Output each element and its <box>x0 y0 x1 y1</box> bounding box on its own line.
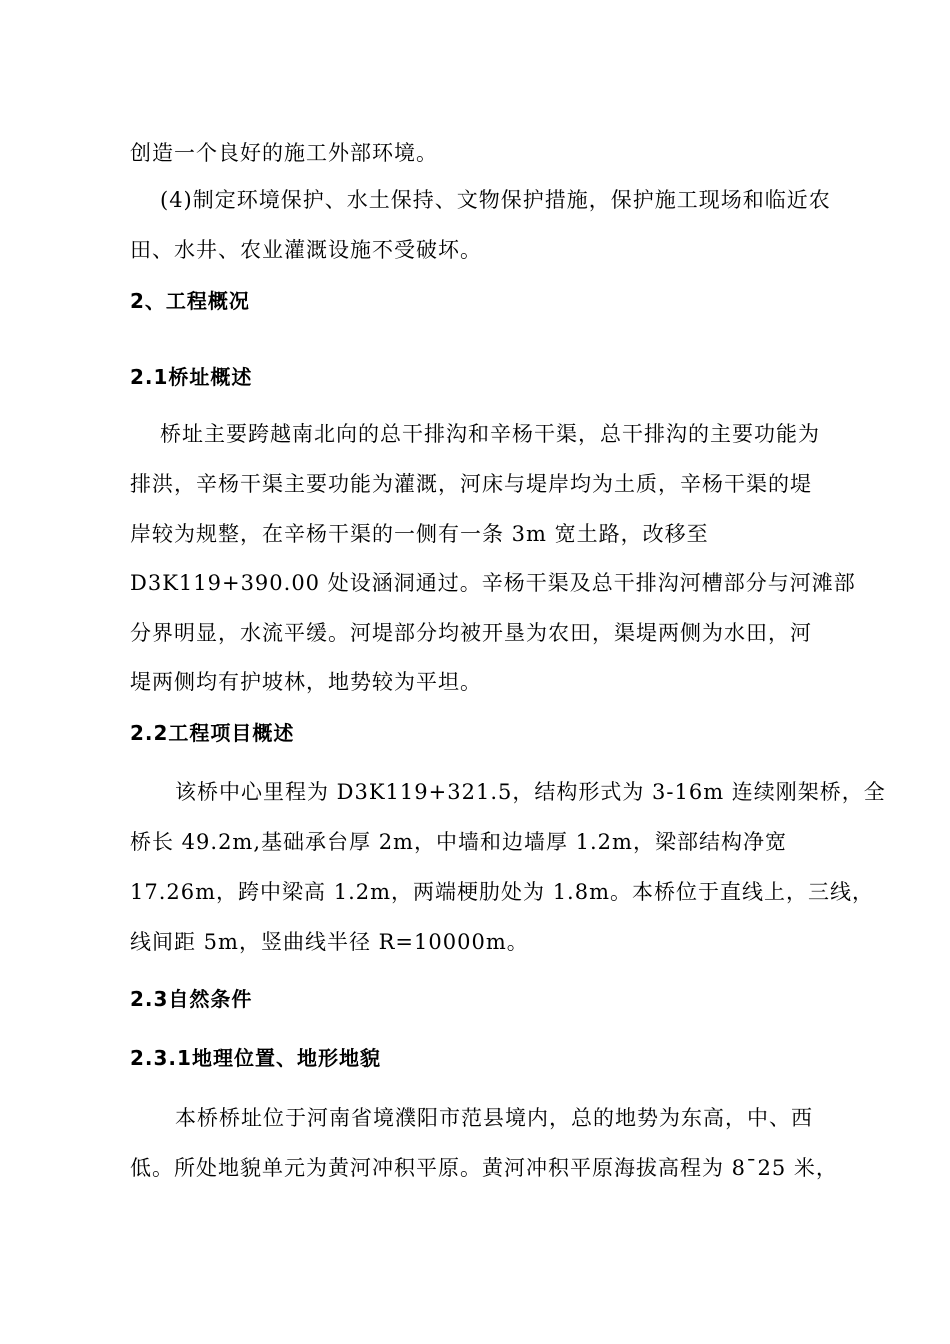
paragraph-line: 该桥中心里程为 D3K119+321.5，结构形式为 3-16m 连续刚架桥，全 <box>175 780 886 804</box>
paragraph-line: 低。所处地貌单元为黄河冲积平原。黄河冲积平原海拔高程为 8¯25 米， <box>130 1156 838 1180</box>
paragraph-line: 堤两侧均有护坡林，地势较为平坦。 <box>130 670 482 694</box>
paragraph-line: 线间距 5m，竖曲线半径 R=10000m。 <box>130 930 529 954</box>
section-heading: 2.3自然条件 <box>130 987 253 1011</box>
section-heading: 2.2工程项目概述 <box>130 721 295 745</box>
section-heading: 2、工程概况 <box>130 289 250 313</box>
paragraph-line: 创造一个良好的施工外部环境。 <box>130 141 438 165</box>
paragraph-line: 本桥桥址位于河南省境濮阳市范县境内，总的地势为东高，中、西 <box>175 1106 813 1130</box>
paragraph-line: 桥址主要跨越南北向的总干排沟和辛杨干渠，总干排沟的主要功能为 <box>160 422 820 446</box>
section-heading: 2.3.1地理位置、地形地貌 <box>130 1046 381 1070</box>
paragraph-line: 17.26m，跨中梁高 1.2m，两端梗肋处为 1.8m。本桥位于直线上，三线， <box>130 880 875 904</box>
section-heading: 2.1桥址概述 <box>130 365 253 389</box>
paragraph-line: 田、水井、农业灌溉设施不受破坏。 <box>130 238 482 262</box>
paragraph-line: 排洪，辛杨干渠主要功能为灌溉，河床与堤岸均为土质，辛杨干渠的堤 <box>130 472 812 496</box>
paragraph-line: 岸较为规整，在辛杨干渠的一侧有一条 3m 宽土路，改移至 <box>130 522 709 546</box>
paragraph-line: D3K119+390.00 处设涵洞通过。辛杨干渠及总干排沟河槽部分与河滩部 <box>130 571 856 595</box>
paragraph-line: 桥长 49.2m,基础承台厚 2m，中墙和边墙厚 1.2m，梁部结构净宽 <box>130 830 787 854</box>
paragraph-line: 分界明显，水流平缓。河堤部分均被开垦为农田，渠堤两侧为水田，河 <box>130 621 812 645</box>
paragraph-line: (4)制定环境保护、水土保持、文物保护措施，保护施工现场和临近农 <box>160 188 831 212</box>
